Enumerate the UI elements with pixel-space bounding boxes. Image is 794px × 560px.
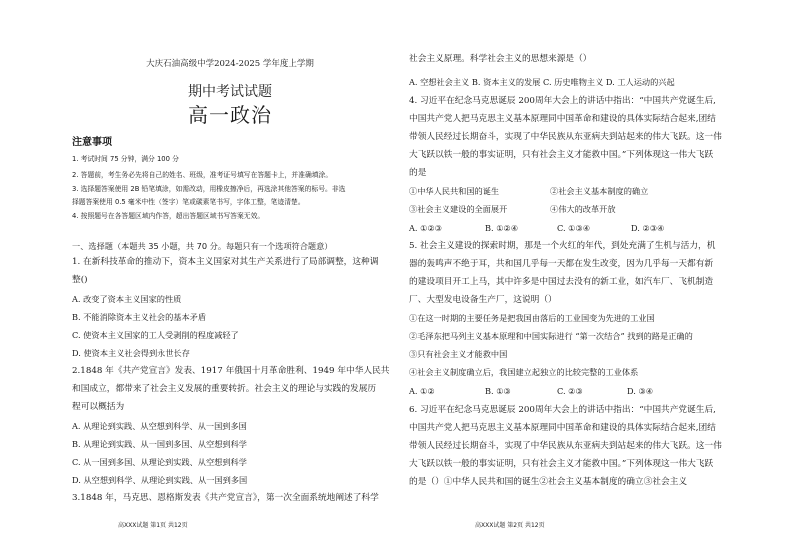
q4-item-1: ①中华人民共和国的诞生 bbox=[409, 186, 500, 196]
q1-option-c: C. 使资本主义国家的工人受剥削的程度减轻了 bbox=[72, 330, 239, 340]
q4-item-4: ④伟大的改革开放 bbox=[550, 204, 616, 214]
q2-option-b: B. 从理论到实践、从一国到多国、从空想到科学 bbox=[72, 439, 247, 449]
q1-option-b: B. 不能消除资本主义社会的基本矛盾 bbox=[72, 312, 207, 322]
notice-line: 择题答案使用 0.5 毫米中性（签字）笔或碳素笔书写，字体工整，笔迹清楚。 bbox=[72, 198, 305, 206]
q2-option-a: A. 从理论到实践、从空想到科学、从一国到多国 bbox=[72, 421, 247, 431]
section-heading: 一、选择题（本题共 35 小题，共 70 分。每题只有一个选项符合题意） bbox=[72, 241, 333, 251]
q4-option-b: B. ①②④ bbox=[485, 223, 519, 233]
q3-options: A. 空想社会主义 B. 资本主义的发展 C. 历史唯物主义 D. 工人运动的兴起 bbox=[409, 77, 675, 87]
q2-option-d: D. 从空想到科学、从理论到实践、从一国到多国 bbox=[72, 475, 248, 485]
notice-line: 1. 考试时间 75 分钟，满分 100 分 bbox=[72, 155, 179, 163]
question-2-cont: 和国成立，都带来了社会主义发展的重要转折。社会主义的理论与实践的发展历 bbox=[72, 384, 377, 394]
q5-option-b: B. ①③ bbox=[485, 386, 511, 396]
question-3: 3.1848 年，马克思、恩格斯发表《共产党宣言》，第一次全面系统地阐述了科学 bbox=[72, 493, 379, 503]
q4-option-c: C. ①③④ bbox=[557, 223, 591, 233]
notice-line: 4. 按照题号在各答题区域内作答，超出答题区域书写答案无效。 bbox=[72, 212, 265, 220]
exam-title: 期中考试试题 bbox=[188, 84, 272, 100]
question-6-cont: 带领人民经过长期奋斗，实现了中华民族从东亚病夫到站起来的伟大飞跃。这一伟 bbox=[409, 441, 722, 451]
page-right bbox=[397, 0, 794, 560]
question-6: 6. 习近平在纪念马克思诞辰 200周年大会上的讲话中指出：“中国共产党诞生后, bbox=[409, 405, 716, 415]
question-4-cont: 中国共产党人把马克思主义基本原理同中国革命和建设的具体实际结合起来,团结 bbox=[409, 114, 716, 124]
q5-item-4: ④社会主义制度确立后，我国建立起独立的比较完整的工业体系 bbox=[409, 367, 639, 377]
question-4-cont: 大飞跃以铁一般的事实证明，只有社会主义才能救中国。”下列体现这一伟大飞跃 bbox=[409, 150, 714, 160]
q4-item-3: ③社会主义建设的全面展开 bbox=[409, 204, 508, 214]
q5-option-d: D. ③④ bbox=[627, 386, 654, 396]
q1-option-d: D. 使资本主义社会得到永世长存 bbox=[72, 348, 190, 358]
subject-title: 高一政治 bbox=[188, 103, 272, 127]
notice-line: 2. 答题前，考生务必先将自己的姓名、班级，准考证号填写在答题卡上，并准确填涂。 bbox=[72, 171, 333, 179]
q5-option-a: A. ①② bbox=[409, 386, 435, 396]
q5-option-c: C. ②③ bbox=[557, 386, 583, 396]
notice-heading: 注意事项 bbox=[72, 137, 112, 148]
question-6-cont: 大飞跃以铁一般的事实证明，只有社会主义才能救中国。”下列体现这一伟大飞跃 bbox=[409, 459, 714, 469]
q5-item-2: ②毛泽东把马列主义基本原理和中国实际进行 “第一次结合” 找到的路是正确的 bbox=[409, 331, 693, 341]
question-5: 5. 社会主义建设的探索时期，那是一个火红的年代，到处充满了生机与活力，机 bbox=[409, 241, 716, 251]
question-4-cont: 带领人民经过长期奋斗，实现了中华民族从东亚病夫到站起来的伟大飞跃。这一伟 bbox=[409, 132, 722, 142]
notice-line: 3. 选择题答案使用 2B 铅笔填涂，如需改动，用橡皮擦净后，再选涂其他答案的标号。非选 bbox=[72, 185, 346, 193]
q4-item-2: ②社会主义基本制度的确立 bbox=[550, 186, 649, 196]
school-line: 大庆石油高级中学2024-2025 学年度上学期 bbox=[146, 59, 314, 69]
question-6-cont: 的是（）①中华人民共和国的诞生②社会主义基本制度的确立③社会主义 bbox=[409, 477, 687, 487]
q5-item-1: ①在这一时期的主要任务是把我国由落后的工业国变为先进的工业国 bbox=[409, 313, 655, 323]
question-2: 2.1848 年《共产党宣言》发表、1917 年俄国十月革命胜利、1949 年中华人民共 bbox=[72, 366, 390, 376]
question-6-cont: 中国共产党人把马克思主义基本原理同中国革命和建设的具体实际结合起来,团结 bbox=[409, 423, 716, 433]
page-footer-right: 高XXX试题 第2页 共12页 bbox=[475, 522, 545, 529]
q4-option-a: A. ①②③ bbox=[409, 223, 443, 233]
q4-option-d: D. ②③④ bbox=[631, 223, 665, 233]
question-3-cont: 社会主义原理。科学社会主义的思想来源是（） bbox=[409, 54, 592, 64]
page-footer-left: 高XXX试题 第1页 共12页 bbox=[118, 522, 188, 529]
question-1-cont: 整() bbox=[72, 275, 88, 285]
q5-item-3: ③只有社会主义才能救中国 bbox=[409, 349, 508, 359]
question-5-cont: 的建设项目开工上马，其中许多是中国过去没有的新工业，如汽车厂、飞机制造 bbox=[409, 277, 714, 287]
question-1: 1. 在新科技革命的推动下，资本主义国家对其生产关系进行了局部调整，这种调 bbox=[72, 257, 379, 267]
question-5-cont: 厂、大型发电设备生产厂，这说明（） bbox=[409, 295, 557, 305]
question-4: 4. 习近平在纪念马克思诞辰 200周年大会上的讲话中指出：“中国共产党诞生后, bbox=[409, 96, 716, 106]
q1-option-a: A. 改变了资本主义国家的性质 bbox=[72, 294, 182, 304]
question-2-cont: 程可以概括为 bbox=[72, 402, 125, 412]
q2-option-c: C. 从一国到多国、从理论到实践、从空想到科学 bbox=[72, 457, 247, 467]
question-5-cont: 器的轰鸣声不绝于耳，共和国几乎每一天都在发生改变，因为几乎每一天都有新 bbox=[409, 259, 714, 269]
question-4-cont: 的是 bbox=[409, 168, 427, 178]
